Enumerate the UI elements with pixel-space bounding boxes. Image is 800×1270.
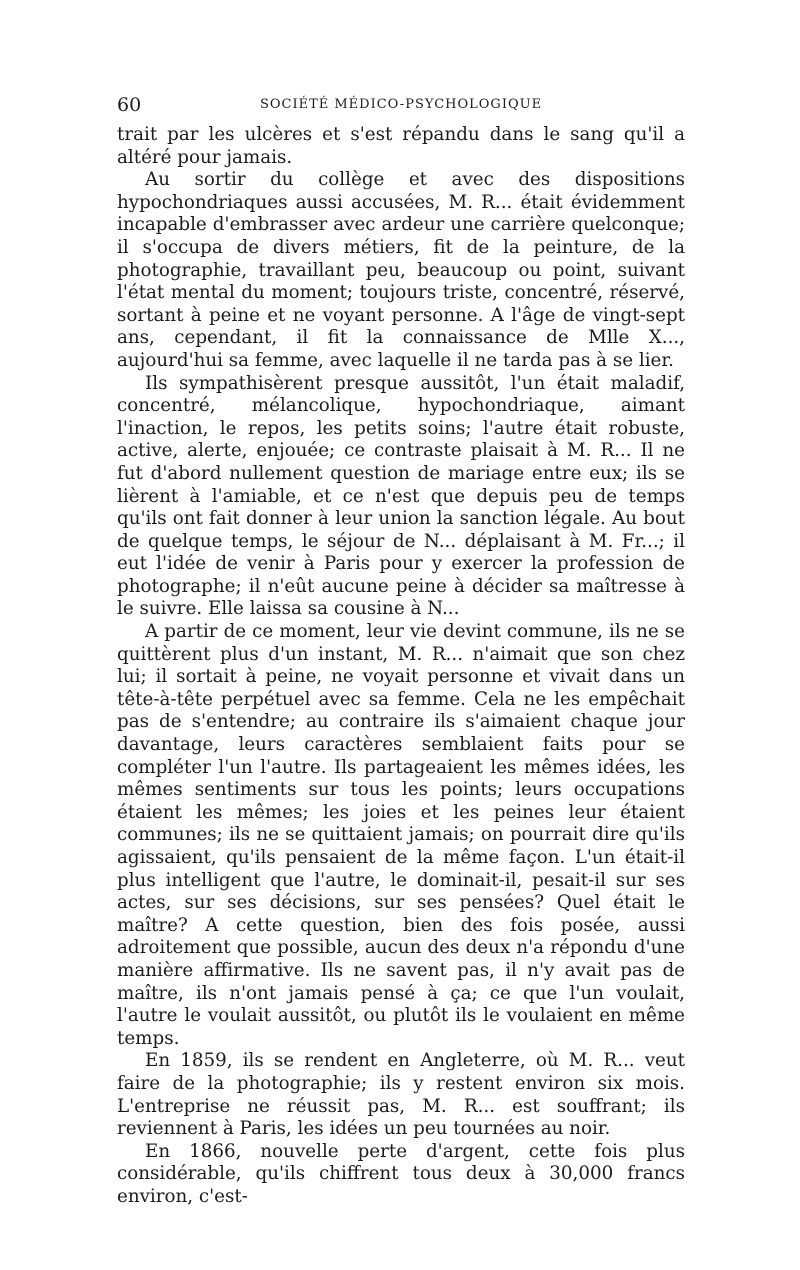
body-text [117, 124, 685, 1209]
paragraph: Au sortir du collège et avec des dispositions hypochondriaques aussi accusées, M. R... était évidemment incapable d'embrasser avec ardeur une carrière quelconque; il s'occupa de divers métiers, fit de la peinture, de la photographie, travaillant peu, beaucoup ou point, suivant l'état mental du moment; toujours triste, concentré, réservé, sortant à peine et ne voyant personne. A l'âge de vingt-sept ans, cependant, il fit la connaissance de Mlle X..., aujourd'hui sa femme, avec laquelle il ne tarda pas à se lier. [117, 169, 685, 371]
book-page [117, 90, 685, 1209]
paragraph: Ils sympathisèrent presque aussitôt, l'un était maladif, concentré, mélancolique, hypochondriaque, aimant l'inaction, le repos, les petits soins; l'autre était robuste, active, alerte, enjouée; ce contraste plaisait à M. R... Il ne fut d'abord nullement question de mariage entre eux; ils se lièrent à l'amiable, et ce n'est que depuis peu de temps qu'ils ont fait donner à leur union la sanction légale. Au bout de quelque temps, le séjour de N... déplaisant à M. Fr...; il eut l'idée de venir à Paris pour y exercer la profession de photographe; il n'eût aucune peine à décider sa maîtresse à le suivre. Elle laissa sa cousine à N... [117, 372, 685, 620]
paragraph: En 1866, nouvelle perte d'argent, cette fois plus considérable, qu'ils chiffrent tous deux à 30,000 francs environ, c'est- [117, 1140, 685, 1207]
paragraph: En 1859, ils se rendent en Angleterre, où M. R... veut faire de la photographie; ils y restent environ six mois. L'entreprise ne réussit pas, M. R... est souffrant; ils reviennent à Paris, les idées un peu tournées au noir. [117, 1050, 685, 1140]
paragraph: A partir de ce moment, leur vie devint commune, ils ne se quittèrent plus d'un instant, M. R... n'aimait que son chez lui; il sortait à peine, ne voyait personne et vivait dans un tête-à-tête perpétuel avec sa femme. Cela ne les empêchait pas de s'entendre; au contraire ils s'aimaient chaque jour davantage, leurs caractères semblaient faits pour se compléter l'un l'autre. Ils partageaient les mêmes idées, les mêmes sentiments sur tous les points; leurs occupations étaient les mêmes; les joies et les peines leur étaient communes; ils ne se quittaient jamais; on pourrait dire qu'ils agissaient, qu'ils pensaient de la même façon. L'un était-il plus intelligent que l'autre, le dominait-il, pesait-il sur ses actes, sur ses décisions, sur ses pensées? Quel était le maître? A cette question, bien des fois posée, aussi adroitement que possible, aucun des deux n'a répondu d'une manière affirmative. Ils ne savent pas, il n'y avait pas de maître, ils n'ont jamais pensé à ça; ce que l'un voulait, l'autre le voulait aussitôt, ou plutôt ils le voulaient en même temps. [117, 621, 685, 1049]
running-head [117, 90, 685, 120]
paragraph-continuation: trait par les ulcères et s'est répandu dans le sang qu'il a altéré pour jamais. [117, 124, 685, 168]
page-number: 60 [117, 94, 142, 116]
running-title: SOCIÉTÉ MÉDICO-PSYCHOLOGIQUE [259, 97, 543, 112]
